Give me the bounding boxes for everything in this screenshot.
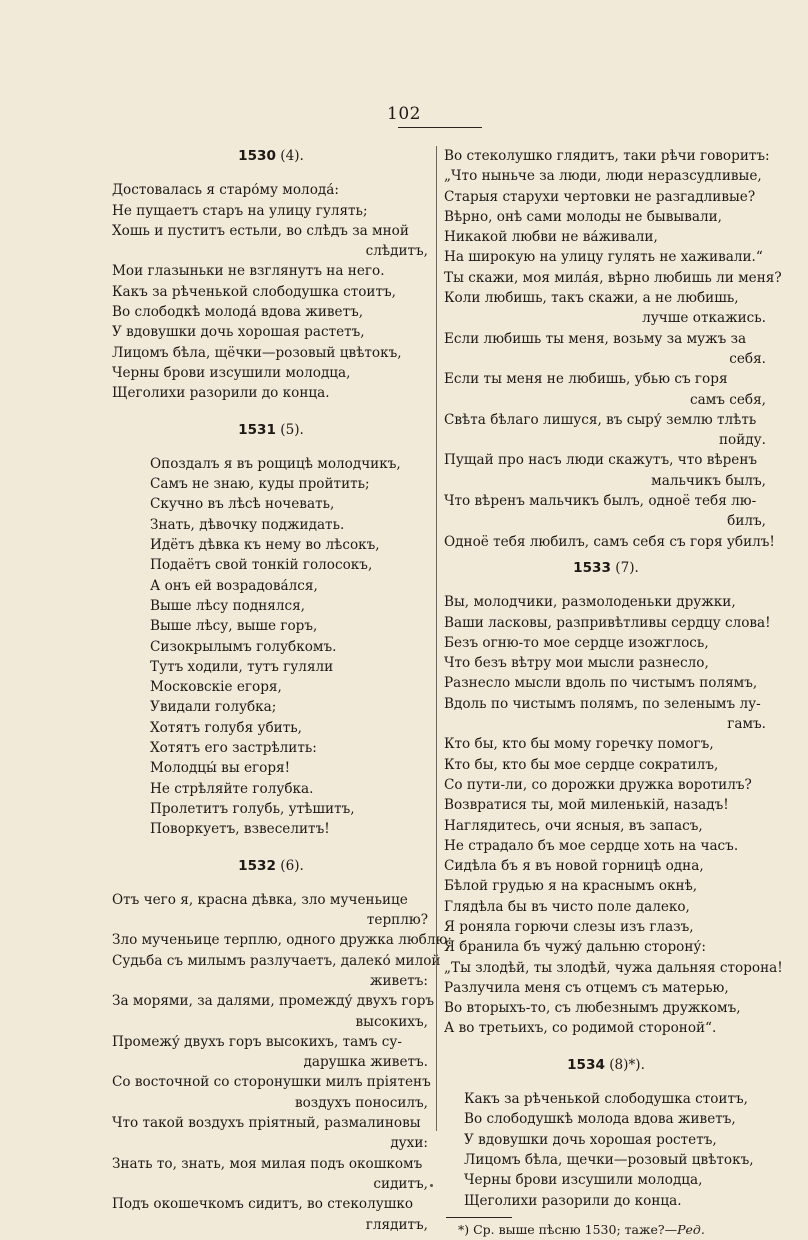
verse-line: Лицомъ бѣла, щёчки—розовый цвѣтокъ, [112,344,402,361]
verse-line: Ваши ласковы, разпривѣтливы сердцу слова! [444,614,771,631]
verse-line: Старыя старухи чертовки не разгадливые? [444,188,756,205]
verse-line: Ты скажи, моя мила́я, вѣрно любишь ли меня? [444,269,782,286]
verse-line: Вѣрно, онѣ сами молоды не бывывали, [444,208,722,225]
song-subnumber: (4). [280,148,304,164]
page-number-rule [398,127,482,128]
verse-line: „Что ныньче за люди, люди неразсудливые, [444,168,762,185]
song-text-1533 [444,592,783,1039]
verse-line: Что такой воздухъ пріятный, размалиновы [112,1115,421,1132]
song-heading-1531 [112,420,430,440]
song-subnumber: (6). [280,857,304,874]
verse-line: Возвратися ты, мой миленькій, назадъ! [444,797,729,814]
verse-line: Пролетитъ голубь, утѣшитъ, [150,800,355,817]
footnote-rule [446,1217,512,1218]
song-heading-1534 [444,1055,768,1075]
verse-line: Щеголихи разорили до конца. [112,385,330,402]
verse-line: Отъ чего я, красна дѣвка, зло мученьице [112,891,408,908]
song-text-1530 [112,180,430,403]
verse-line: Пущай про насъ люди скажутъ, что вѣренъ [444,452,758,469]
verse-line: глядитъ, [365,1216,428,1233]
verse-line: Разнесло мысли вдоль по чистымъ полямъ, [444,675,758,692]
verse-line: Опоздалъ я въ рощицѣ молодчикъ, [150,455,401,472]
verse-line: Бѣлой грудью я на краснымъ окнѣ, [444,878,698,895]
verse-line: Наглядитесь, очи ясныя, въ запасъ, [444,817,703,834]
verse-line: А онъ ей возрадова́лся, [150,577,318,594]
verse-line: воздухъ поносилъ, [294,1094,428,1111]
verse-line: Со восточной со сторонушки милъ пріятенъ [112,1074,431,1091]
song-number: 1531 [238,421,276,438]
verse-line: лучше откажись. [642,310,766,327]
page-number: 102 [387,104,421,124]
song-subnumber: (7). [615,559,639,576]
verse-line: Знать, дѣвочку поджидать. [150,516,345,533]
verse-line: Увидали голубка; [150,699,277,716]
verse-line: Безъ огню-то мое сердце изожглось, [444,634,709,651]
verse-line: Я бранила бъ чужу́ дальню сторону́: [444,939,707,956]
verse-line: Во стеколушко глядитъ, таки рѣчи говоритъ: [444,148,770,164]
verse-line: сидитъ, [373,1175,428,1192]
verse-line: себя. [729,350,766,367]
verse-line: За морями, за далями, промежду́ двухъ горъ [112,993,435,1010]
verse-line: Скучно въ лѣсѣ ночевать, [150,496,335,513]
verse-line: Во слободушкѣ молода вдова живетъ, [464,1111,736,1128]
song-number: 1532 [238,857,276,874]
verse-line: У вдовушки дочь хорошая растетъ, [112,324,365,341]
song-text-1532 [112,890,452,1235]
verse-line: Разлучила меня съ отцемъ съ матерью, [444,979,729,996]
verse-line: Самъ не знаю, куды пройтить; [150,476,370,493]
verse-line: Одноё тебя любилъ, самъ себя съ горя убилъ! [444,533,775,550]
verse-line: Поворкуетъ, взвеселитъ! [150,821,330,838]
song-subnumber: (5). [280,421,304,438]
print-speck [430,1184,433,1187]
verse-line: Выше лѣсу, выше горъ, [150,618,318,635]
verse-line: Подъ окошечкомъ сидитъ, во стеколушко [112,1196,414,1213]
verse-line: Судьба съ милымъ разлучаетъ, далеко́ милой [112,952,441,969]
verse-line: Тутъ ходили, тутъ гуляли [150,658,334,675]
column-divider [436,146,437,1131]
verse-line: Во слободкѣ молода́ вдова живетъ, [112,304,364,321]
verse-line: Что безъ вѣтру мои мысли разнесло, [444,655,709,672]
verse-line: Хошь и пуститъ естьли, во слѣдъ за мной [112,222,409,239]
verse-line: У вдовушки дочь хорошая ростетъ, [464,1131,717,1148]
verse-line: Какъ за рѣченькой слободушка стоитъ, [464,1091,748,1108]
verse-line: Свѣта бѣлаго лишуся, въ сыру́ землю тлѣть [444,411,757,428]
verse-line: Коли любишь, такъ скажи, а не любишь, [444,290,739,307]
verse-line: На широкую на улицу гулять не хаживали.“ [444,249,763,266]
verse-line: Достовалась я старо́му молода́: [112,182,339,199]
song-number: 1534 [567,1056,605,1073]
song-heading-1532 [112,856,430,876]
verse-line: Сизокрылымъ голубкомъ. [150,638,337,655]
verse-line: духи: [390,1135,428,1152]
verse-line: пойду. [719,432,766,449]
song-number: 1533 [573,559,611,576]
song-text-1532-continued [444,146,782,552]
verse-line: Зло мученьице терплю, одного дружка люблю: [112,932,452,949]
verse-line: Если любишь ты меня, возьму за мужъ за [444,330,747,347]
verse-line: Московскіе егоря, [150,679,282,696]
song-text-1531 [112,454,430,840]
verse-line: Глядѣла бы въ чисто поле далеко, [444,898,690,915]
verse-line: Не страдало бъ мое сердце хоть на часъ. [444,837,739,854]
verse-line: Черны брови изсушили молодца, [464,1172,703,1189]
verse-line: Идётъ дѣвка къ нему во лѣсокъ, [150,537,380,554]
verse-line: Со пути-ли, со дорожки дружка воротилъ? [444,776,752,793]
verse-line: Если ты меня не любишь, убью съ горя [444,371,728,388]
verse-line: Хотятъ его застрѣлить: [150,740,317,757]
verse-line: Знать то, знать, моя милая подъ окошкомъ [112,1155,423,1172]
verse-line: высокихъ, [355,1013,428,1030]
verse-line: Молодцы́ вы егоря! [150,760,291,777]
verse-line: Лицомъ бѣла, щечки—розовый цвѣтокъ, [464,1151,754,1168]
footnote-editor: Ред. [677,1221,705,1237]
song-heading-1533 [444,558,768,578]
verse-line: Вдоль по чистымъ полямъ, по зеленымъ лу- [444,695,761,712]
footnote-text: *) Ср. выше пѣсню 1530; таже?— [458,1221,678,1237]
verse-line: гамъ. [727,716,766,733]
verse-line: Никакой любви не ва́живали, [444,229,658,246]
verse-line: Выше лѣсу поднялся, [150,597,305,614]
left-column [112,146,452,1235]
song-heading-1530 [112,146,430,166]
verse-line: Какъ за рѣченькой слободушка стоитъ, [112,283,396,300]
verse-line: Кто бы, кто бы мое сердце сократилъ, [444,756,719,773]
verse-line: живетъ: [369,972,428,989]
verse-line: Сидѣла бъ я въ новой горницѣ одна, [444,858,704,875]
verse-line: Я роняла горючи слезы изъ глазъ, [444,918,694,935]
verse-line: билъ, [727,513,766,530]
verse-line: мальчикъ былъ, [651,472,766,489]
verse-line: дарушка живетъ. [303,1054,428,1071]
verse-line: Промежу́ двухъ горъ высокихъ, тамъ су- [112,1033,402,1050]
verse-line: А во третьихъ, со родимой стороной“. [444,1020,717,1037]
verse-line: Вы, молодчики, размолоденьки дружки, [444,594,736,611]
song-text-1534 [444,1089,768,1211]
verse-line: Хотятъ голубя убить, [150,719,302,736]
verse-line: Мои глазыньки не взглянутъ на него. [112,263,385,280]
verse-line: самъ себя, [689,391,766,408]
verse-line: терплю? [366,912,428,929]
verse-line: Не пущаетъ старъ на улицу гулять; [112,202,368,219]
footnote [458,1220,768,1240]
verse-line: „Ты злодѣй, ты злодѣй, чужа дальняя сторона! [444,959,783,976]
verse-line: Щеголихи разорили до конца. [464,1192,682,1209]
verse-line: Черны брови изсушили молодца, [112,364,351,381]
verse-line: Что вѣренъ мальчикъ былъ, одноё тебя лю- [444,493,757,510]
song-number: 1530 [238,148,276,164]
song-subnumber: (8)*). [609,1056,645,1073]
verse-line: Кто бы, кто бы мому горечку помогъ, [444,736,714,753]
verse-line: слѣдитъ, [365,243,428,260]
verse-line: Во вторыхъ-то, съ любезнымъ дружкомъ, [444,1000,741,1017]
verse-line: Подаётъ свой тонкій голосокъ, [150,557,373,574]
right-column [444,146,783,1240]
verse-line: Не стрѣляйте голубка. [150,780,314,797]
